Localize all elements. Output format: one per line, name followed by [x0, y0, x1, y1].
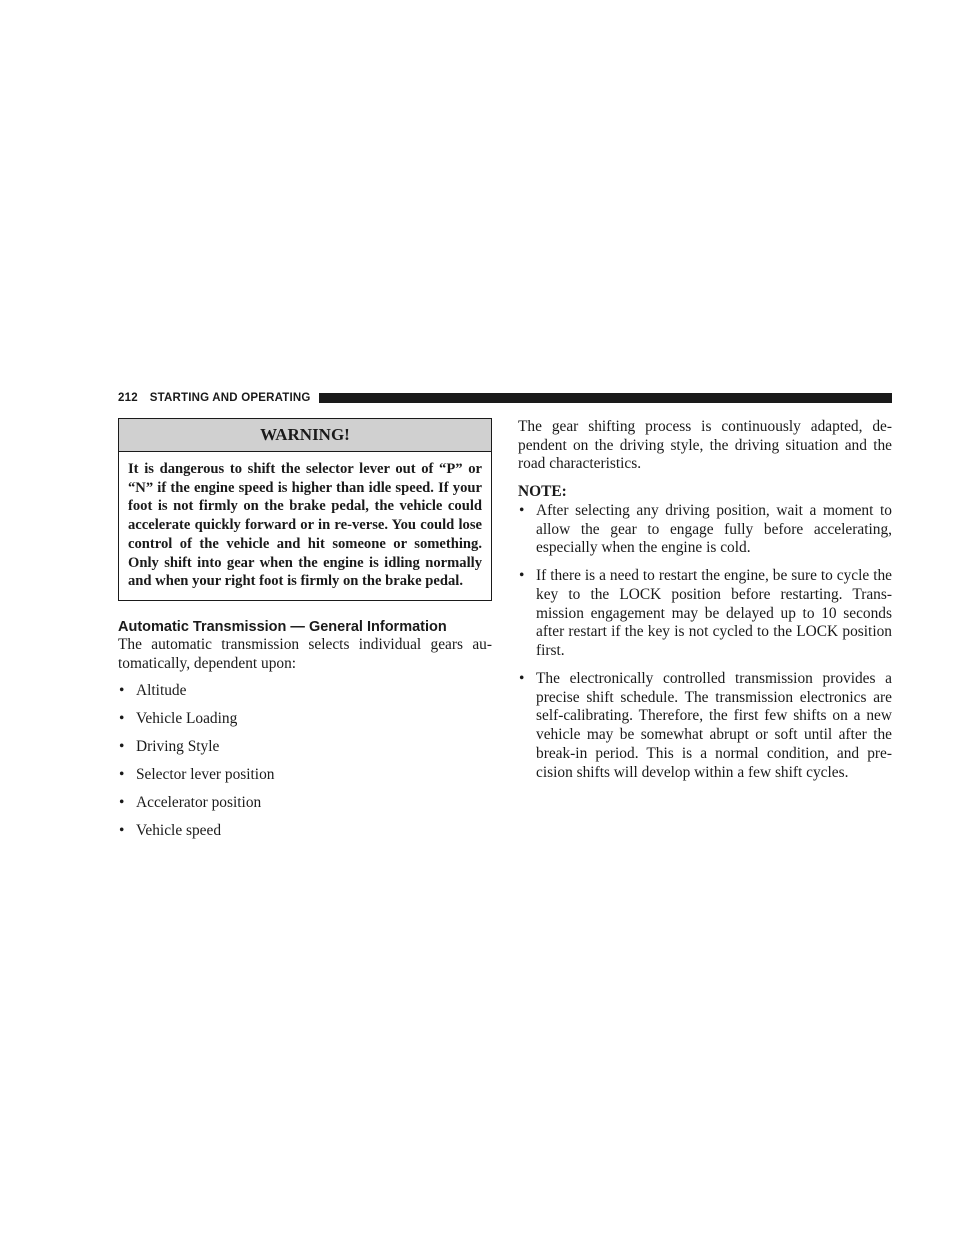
list-item: • Vehicle speed	[118, 822, 492, 841]
list-item: • If there is a need to restart the engine, be sure to cycle the key to the LOCK position before restarting. Trans-mission engagement may be delayed up to 10 seconds after restart if the key is not cycled to the LOCK position first.	[518, 567, 892, 661]
list-item: • Driving Style	[118, 738, 492, 757]
header-rule	[319, 393, 892, 403]
page-header	[118, 389, 892, 407]
list-item: • Altitude	[118, 682, 492, 701]
list-item: • Vehicle Loading	[118, 710, 492, 729]
left-column	[118, 418, 492, 850]
note-list	[518, 502, 892, 782]
list-item: • After selecting any driving position, wait a moment to allow the gear to engage fully before accelerating, especially when the engine is cold.	[518, 502, 892, 558]
shifting-paragraph: The gear shifting process is continuously adapted, de-pendent on the driving style, the driving situation and the road characteristics.	[518, 418, 892, 473]
section-title: STARTING AND OPERATING	[149, 392, 311, 404]
list-item: • The electronically controlled transmission provides a precise shift schedule. The transmission electronics are self-calibrating. Therefore, the first few shifts on a new vehicle may be somewhat abrupt or soft until after the break-in period. This is a normal condition, and pre-cision shifts will develop within a few shift cycles.	[518, 670, 892, 782]
note-label: NOTE:	[518, 483, 567, 501]
warning-title: WARNING!	[119, 419, 491, 452]
warning-box	[118, 418, 492, 601]
right-column	[518, 418, 892, 792]
page-number: 212	[118, 392, 138, 404]
list-item: • Accelerator position	[118, 794, 492, 813]
factor-list	[118, 682, 492, 841]
section-heading: Automatic Transmission — General Information	[118, 618, 447, 635]
list-item: • Selector lever position	[118, 766, 492, 785]
section-intro: The automatic transmission selects individual gears au-tomatically, dependent upon:	[118, 635, 492, 672]
warning-text: It is dangerous to shift the selector lever out of “P” or “N” if the engine speed is higher than idle speed. If your foot is not firmly on the brake pedal, the vehicle could accelerate quickly forward or in re-verse. You could lose control of the vehicle and hit someone or something. Only shift into gear when the engine is idling normally and when your right foot is firmly on the brake pedal.	[128, 461, 482, 590]
